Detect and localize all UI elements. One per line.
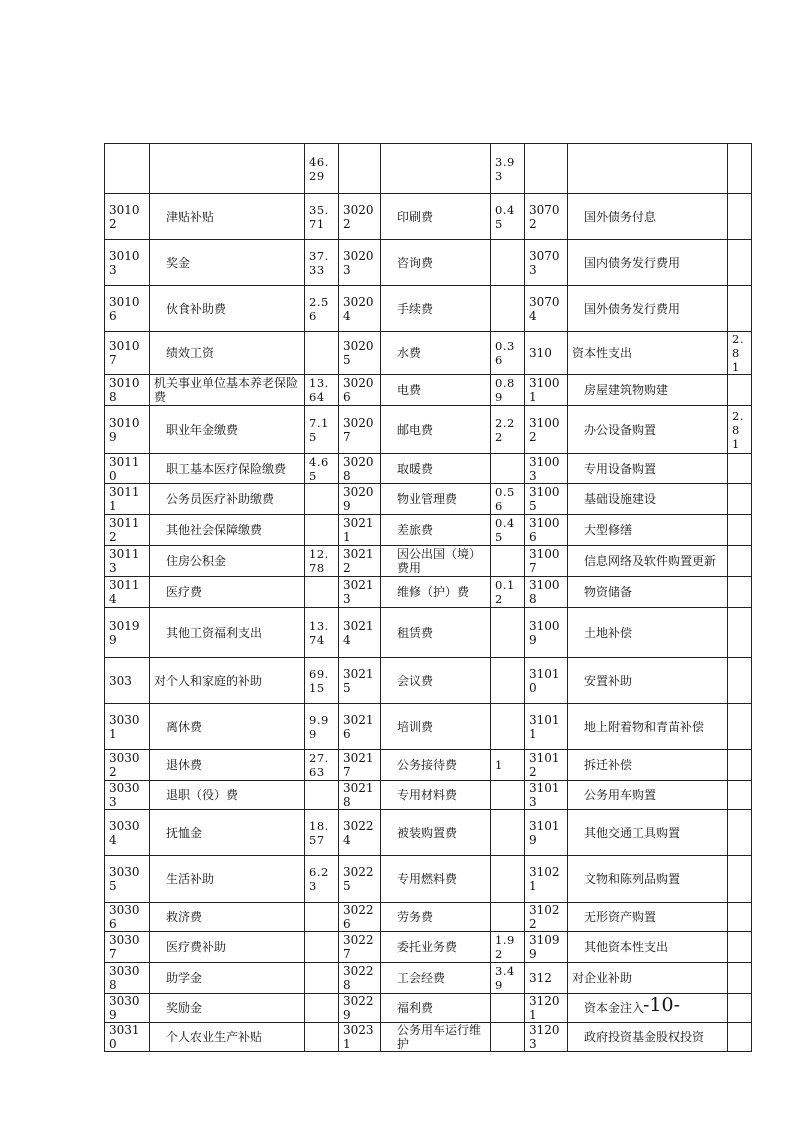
table-row (105, 704, 752, 750)
cell-item-name: 培训费 (381, 704, 491, 750)
cell-amount (728, 932, 752, 963)
cell-item-name: 国外债务发行费用 (568, 286, 728, 332)
cell-amount (305, 963, 339, 994)
cell-item-name: 专用设备购置 (568, 454, 728, 484)
cell-item-name: 抚恤金 (150, 810, 305, 856)
table-row (105, 577, 752, 608)
cell-amount (728, 375, 752, 406)
cell-code: 30114 (105, 577, 150, 608)
cell-code: 30218 (339, 781, 381, 810)
cell-code: 30208 (339, 454, 381, 484)
cell-code: 31001 (525, 375, 568, 406)
cell-item-name: 医疗费 (150, 577, 305, 608)
cell-code: 30112 (105, 515, 150, 546)
cell-amount (491, 240, 525, 286)
cell-code: 30215 (339, 658, 381, 704)
cell-amount: 1 (491, 750, 525, 781)
cell-code: 30202 (339, 194, 381, 240)
cell-code: 30307 (105, 932, 150, 963)
cell-item-name: 退职（役）费 (150, 781, 305, 810)
cell-code: 30205 (339, 332, 381, 375)
cell-code: 30229 (339, 994, 381, 1023)
table-row (105, 781, 752, 810)
cell-amount (728, 704, 752, 750)
cell-item-name: 物业管理费 (381, 484, 491, 515)
cell-amount: 6.2 3 (305, 856, 339, 903)
table-row (105, 144, 752, 194)
cell-code: 31021 (525, 856, 568, 903)
cell-amount (728, 286, 752, 332)
cell-amount: 0.4 5 (491, 194, 525, 240)
cell-amount (491, 658, 525, 704)
cell-item-name: 资本性支出 (568, 332, 728, 375)
cell-item-name: 无形资产购置 (568, 903, 728, 932)
cell-amount: 12. 78 (305, 546, 339, 577)
cell-code: 30113 (105, 546, 150, 577)
cell-amount (491, 856, 525, 903)
cell-code: 31019 (525, 810, 568, 856)
cell-item-name: 政府投资基金股权投资 (568, 1023, 728, 1052)
cell-code: 30704 (525, 286, 568, 332)
cell-amount: 35. 71 (305, 194, 339, 240)
cell-code: 312 (525, 963, 568, 994)
table-row (105, 332, 752, 375)
cell-amount: 0.3 6 (491, 332, 525, 375)
cell-amount: 9.9 9 (305, 704, 339, 750)
cell-code: 30310 (105, 1023, 150, 1052)
cell-amount (728, 144, 752, 194)
cell-amount (728, 903, 752, 932)
cell-amount (491, 286, 525, 332)
cell-amount (491, 903, 525, 932)
cell-amount (728, 1023, 752, 1052)
cell-amount (728, 856, 752, 903)
cell-item-name: 劳务费 (381, 903, 491, 932)
table-row (105, 658, 752, 704)
cell-item-name: 个人农业生产补贴 (150, 1023, 305, 1052)
cell-code: 30305 (105, 856, 150, 903)
cell-item-name: 专用燃料费 (381, 856, 491, 903)
cell-item-name: 医疗费补助 (150, 932, 305, 963)
table-row (105, 454, 752, 484)
cell-code: 30108 (105, 375, 150, 406)
cell-code: 31010 (525, 658, 568, 704)
cell-code: 30107 (105, 332, 150, 375)
cell-item-name: 因公出国（境）费用 (381, 546, 491, 577)
cell-code: 30216 (339, 704, 381, 750)
cell-code: 30206 (339, 375, 381, 406)
cell-code: 30231 (339, 1023, 381, 1052)
cell-amount (491, 454, 525, 484)
cell-code: 30211 (339, 515, 381, 546)
cell-code: 30209 (339, 484, 381, 515)
cell-amount (491, 994, 525, 1023)
cell-amount: 7.1 5 (305, 406, 339, 454)
page-number: -10- (643, 994, 681, 1016)
table-row (105, 515, 752, 546)
cell-amount: 4.6 5 (305, 454, 339, 484)
cell-item-name (568, 144, 728, 194)
cell-amount (728, 608, 752, 658)
cell-item-name: 手续费 (381, 286, 491, 332)
cell-code: 30199 (105, 608, 150, 658)
cell-item-name: 职业年金缴费 (150, 406, 305, 454)
cell-item-name (150, 144, 305, 194)
cell-code (339, 144, 381, 194)
cell-amount (728, 781, 752, 810)
cell-item-name: 土地补偿 (568, 608, 728, 658)
cell-code: 303 (105, 658, 150, 704)
cell-code: 31099 (525, 932, 568, 963)
cell-item-name: 离休费 (150, 704, 305, 750)
cell-item-name: 电费 (381, 375, 491, 406)
cell-item-name: 印刷费 (381, 194, 491, 240)
cell-item-name: 公务用车运行维护 (381, 1023, 491, 1052)
cell-item-name: 伙食补助费 (150, 286, 305, 332)
cell-code: 30301 (105, 704, 150, 750)
cell-item-name: 对个人和家庭的补助 (150, 658, 305, 704)
cell-code: 30228 (339, 963, 381, 994)
table-row (105, 194, 752, 240)
cell-amount (305, 577, 339, 608)
cell-item-name: 职工基本医疗保险缴费 (150, 454, 305, 484)
cell-amount: 37. 33 (305, 240, 339, 286)
cell-amount: 18. 57 (305, 810, 339, 856)
cell-code: 30306 (105, 903, 150, 932)
cell-amount: 2. 81 (728, 332, 752, 375)
cell-item-name: 住房公积金 (150, 546, 305, 577)
cell-item-name: 生活补助 (150, 856, 305, 903)
cell-item-name: 拆迁补偿 (568, 750, 728, 781)
cell-code: 30703 (525, 240, 568, 286)
cell-item-name: 文物和陈列品购置 (568, 856, 728, 903)
cell-code: 30102 (105, 194, 150, 240)
cell-code: 30214 (339, 608, 381, 658)
cell-item-name: 其他社会保障缴费 (150, 515, 305, 546)
cell-amount (491, 1023, 525, 1052)
cell-item-name: 福利费 (381, 994, 491, 1023)
cell-amount (305, 484, 339, 515)
cell-amount (728, 994, 752, 1023)
cell-code: 31007 (525, 546, 568, 577)
cell-amount (728, 240, 752, 286)
cell-code: 30203 (339, 240, 381, 286)
cell-amount: 46. 29 (305, 144, 339, 194)
cell-code: 30213 (339, 577, 381, 608)
cell-amount: 2. 81 (728, 406, 752, 454)
cell-amount: 3.9 3 (491, 144, 525, 194)
cell-amount: 2.2 2 (491, 406, 525, 454)
cell-amount: 0.8 9 (491, 375, 525, 406)
cell-item-name: 租赁费 (381, 608, 491, 658)
cell-amount: 0.5 6 (491, 484, 525, 515)
cell-code: 310 (525, 332, 568, 375)
cell-item-name: 被装购置费 (381, 810, 491, 856)
table-row (105, 608, 752, 658)
cell-item-name: 助学金 (150, 963, 305, 994)
cell-item-name: 公务用车购置 (568, 781, 728, 810)
cell-amount (491, 546, 525, 577)
cell-item-name: 会议费 (381, 658, 491, 704)
cell-code: 31012 (525, 750, 568, 781)
cell-code: 30702 (525, 194, 568, 240)
cell-code: 30204 (339, 286, 381, 332)
cell-code: 30309 (105, 994, 150, 1023)
cell-item-name: 退休费 (150, 750, 305, 781)
cell-code: 30302 (105, 750, 150, 781)
table-row (105, 810, 752, 856)
cell-item-name: 水费 (381, 332, 491, 375)
cell-code: 30224 (339, 810, 381, 856)
cell-item-name: 地上附着物和青苗补偿 (568, 704, 728, 750)
cell-amount (728, 750, 752, 781)
table-row (105, 903, 752, 932)
cell-item-name: 国内债务发行费用 (568, 240, 728, 286)
cell-code: 30227 (339, 932, 381, 963)
cell-item-name: 公务接待费 (381, 750, 491, 781)
cell-amount (728, 515, 752, 546)
cell-item-name: 差旅费 (381, 515, 491, 546)
cell-item-name: 安置补助 (568, 658, 728, 704)
cell-item-name: 津贴补贴 (150, 194, 305, 240)
cell-amount (728, 658, 752, 704)
cell-code: 30304 (105, 810, 150, 856)
cell-code: 30111 (105, 484, 150, 515)
table-row (105, 1023, 752, 1052)
cell-code: 30109 (105, 406, 150, 454)
table-body (105, 144, 752, 1052)
cell-code: 31005 (525, 484, 568, 515)
table-row (105, 963, 752, 994)
cell-item-name: 邮电费 (381, 406, 491, 454)
table-row (105, 375, 752, 406)
cell-code: 31013 (525, 781, 568, 810)
budget-expense-table (104, 143, 752, 1052)
cell-amount (728, 810, 752, 856)
cell-code: 31011 (525, 704, 568, 750)
cell-item-name: 其他工资福利支出 (150, 608, 305, 658)
cell-item-name: 救济费 (150, 903, 305, 932)
cell-amount: 69. 15 (305, 658, 339, 704)
cell-code: 31022 (525, 903, 568, 932)
cell-item-name: 国外债务付息 (568, 194, 728, 240)
cell-code: 31003 (525, 454, 568, 484)
cell-item-name: 工会经费 (381, 963, 491, 994)
cell-item-name: 办公设备购置 (568, 406, 728, 454)
cell-amount (305, 515, 339, 546)
cell-item-name: 奖金 (150, 240, 305, 286)
cell-code: 30207 (339, 406, 381, 454)
table-row (105, 240, 752, 286)
cell-amount: 0.1 2 (491, 577, 525, 608)
cell-amount (305, 903, 339, 932)
cell-amount (305, 1023, 339, 1052)
cell-item-name: 房屋建筑物购建 (568, 375, 728, 406)
cell-item-name: 其他资本性支出 (568, 932, 728, 963)
table-row (105, 750, 752, 781)
cell-item-name (381, 144, 491, 194)
cell-amount (491, 608, 525, 658)
cell-amount (728, 963, 752, 994)
cell-item-name: 维修（护）费 (381, 577, 491, 608)
cell-amount (305, 332, 339, 375)
cell-amount: 0.4 5 (491, 515, 525, 546)
cell-item-name: 基础设施建设 (568, 484, 728, 515)
table-row (105, 484, 752, 515)
cell-amount (305, 932, 339, 963)
cell-amount: 13. 74 (305, 608, 339, 658)
table-row (105, 406, 752, 454)
cell-amount: 3.4 9 (491, 963, 525, 994)
cell-code: 31002 (525, 406, 568, 454)
cell-amount (728, 454, 752, 484)
table-row (105, 546, 752, 577)
cell-item-name: 对企业补助 (568, 963, 728, 994)
cell-amount (728, 484, 752, 515)
cell-item-name: 其他交通工具购置 (568, 810, 728, 856)
cell-code: 30212 (339, 546, 381, 577)
cell-code: 31008 (525, 577, 568, 608)
cell-item-name: 专用材料费 (381, 781, 491, 810)
cell-item-name: 大型修缮 (568, 515, 728, 546)
cell-item-name: 公务员医疗补助缴费 (150, 484, 305, 515)
cell-item-name: 绩效工资 (150, 332, 305, 375)
table-row (105, 932, 752, 963)
cell-amount (491, 704, 525, 750)
cell-item-name: 物资储备 (568, 577, 728, 608)
cell-amount: 27. 63 (305, 750, 339, 781)
cell-item-name: 奖励金 (150, 994, 305, 1023)
cell-amount (728, 577, 752, 608)
cell-code: 30225 (339, 856, 381, 903)
cell-code: 31006 (525, 515, 568, 546)
cell-item-name: 资本金注入 (568, 994, 728, 1023)
cell-code: 31201 (525, 994, 568, 1023)
cell-item-name: 取暖费 (381, 454, 491, 484)
table-row (105, 286, 752, 332)
cell-code (525, 144, 568, 194)
cell-item-name: 信息网络及软件购置更新 (568, 546, 728, 577)
cell-code: 30106 (105, 286, 150, 332)
cell-amount (305, 781, 339, 810)
cell-amount: 13. 64 (305, 375, 339, 406)
cell-amount: 1.9 2 (491, 932, 525, 963)
cell-code: 31009 (525, 608, 568, 658)
cell-code: 30103 (105, 240, 150, 286)
cell-code: 30110 (105, 454, 150, 484)
cell-code: 31203 (525, 1023, 568, 1052)
cell-code (105, 144, 150, 194)
cell-amount: 2.5 6 (305, 286, 339, 332)
cell-item-name: 咨询费 (381, 240, 491, 286)
cell-item-name: 委托业务费 (381, 932, 491, 963)
cell-amount (491, 810, 525, 856)
cell-code: 30303 (105, 781, 150, 810)
cell-code: 30226 (339, 903, 381, 932)
cell-item-name: 机关事业单位基本养老保险费 (150, 375, 305, 406)
cell-amount (728, 194, 752, 240)
cell-amount (491, 781, 525, 810)
cell-amount (305, 994, 339, 1023)
cell-code: 30217 (339, 750, 381, 781)
cell-amount (728, 546, 752, 577)
table-row (105, 856, 752, 903)
cell-code: 30308 (105, 963, 150, 994)
